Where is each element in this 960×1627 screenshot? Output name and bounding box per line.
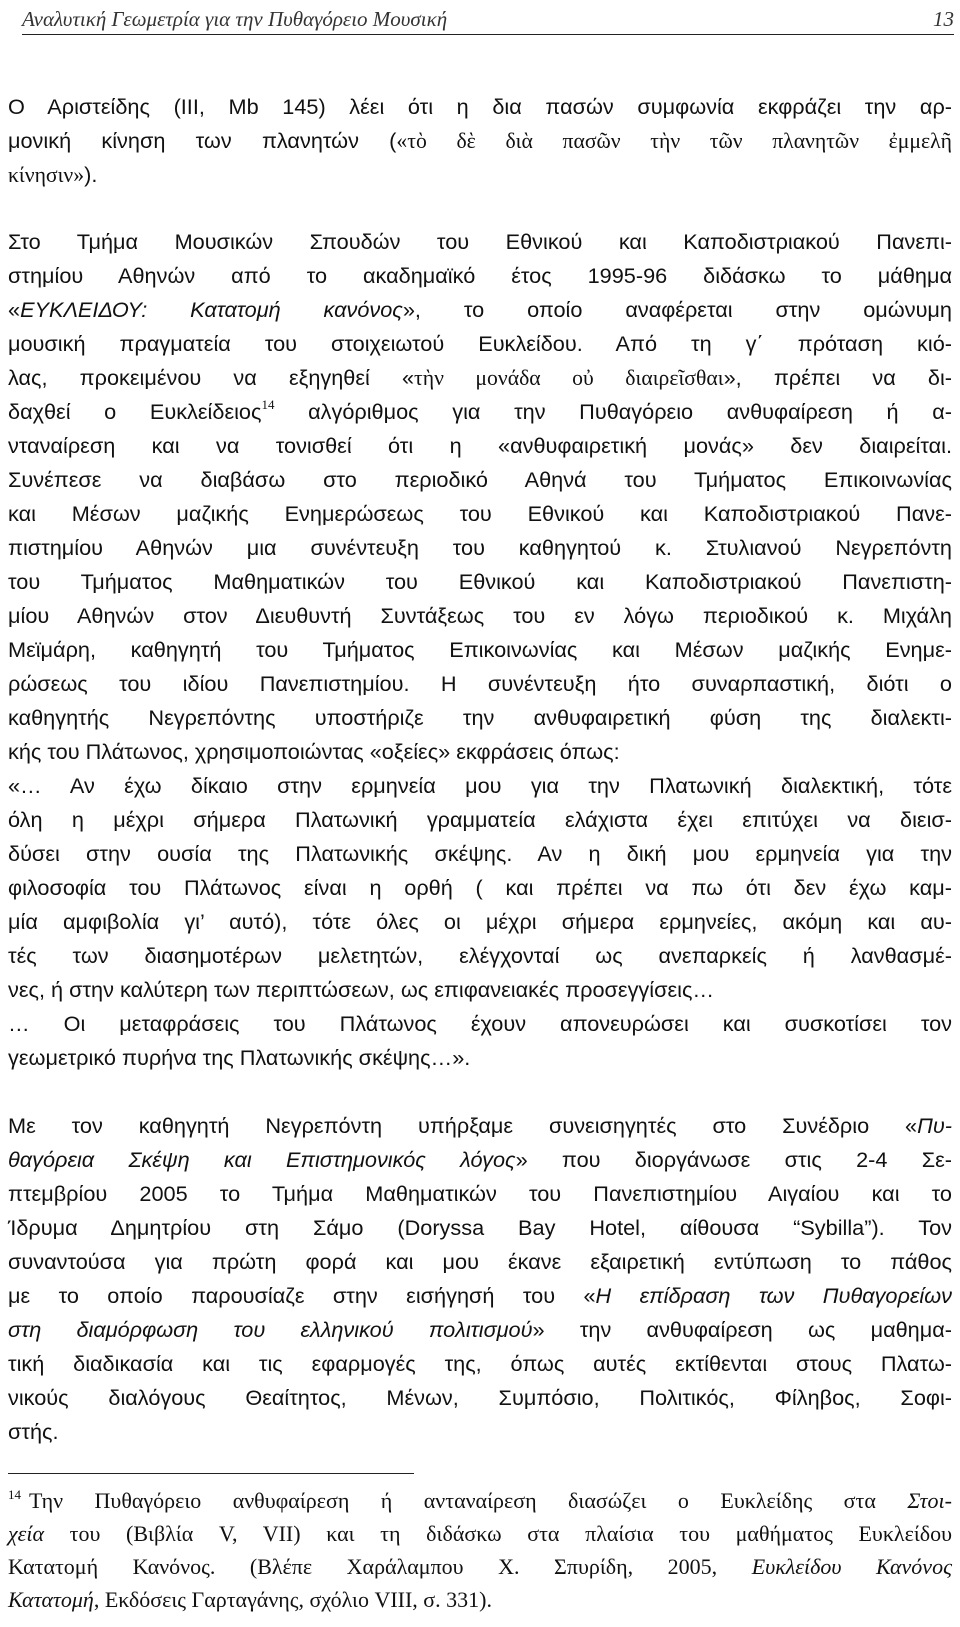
text-line: νικούς διαλόγους Θεαίτητος, Μένων, Συμπόσιο, Πολιτικός, Φίληβος, Σοφι- <box>8 1385 952 1410</box>
text-line: στής. <box>8 1419 59 1444</box>
body-text <box>8 90 952 1449</box>
text-line: γεωμετρικό πυρήνα της Πλατωνικής σκέψης…». <box>8 1045 471 1070</box>
paragraph-2 <box>8 225 952 1075</box>
text-line: μίου Αθηνών στον Διευθυντή Συντάξεως του εν λόγω περιοδικού κ. Μιχάλη <box>8 603 952 628</box>
text-line: στη διαμόρφωση του ελληνικού πολιτισμού» την ανθυφαίρεση ως μαθημα- <box>8 1317 952 1342</box>
text-line: Συνέπεσε να διαβάσω στο περιοδικό Αθηνά του Τμήματος Επικοινωνίας <box>8 467 952 492</box>
footnote-divider <box>8 1473 414 1474</box>
footnote-number: 14 <box>8 1487 21 1502</box>
conference-title: θαγόρεια Σκέψη και Επιστημονικός λόγος <box>8 1147 516 1172</box>
footnote-line: Κατατομή, Εκδόσεις Γαρταγάνης, σχόλιο VIII, σ. 331). <box>8 1587 492 1612</box>
text-line: δύσει στην ουσία της Πλατωνικής σκέψης. Αν η δική μου ερμηνεία για την <box>8 841 952 866</box>
text-line: νες, ή στην καλύτερη των περιπτώσεων, ως επιφανειακές προσεγγίσεις… <box>8 977 715 1002</box>
text-line: «… Αν έχω δίκαιο στην ερμηνεία μου για την Πλατωνική διαλεκτική, τότε <box>8 773 952 798</box>
running-header <box>22 4 954 35</box>
text-line: κής του Πλάτωνος, χρησιμοποιώντας «οξείες» εκφράσεις όπως: <box>8 739 620 764</box>
text-line: «ΕΥΚΛΕΙΔΟΥ: Κατατομή κανόνος», το οποίο αναφέρεται στην ομώνυμη <box>8 297 952 322</box>
text-line: φιλοσοφία του Πλάτωνος είναι η ορθή ( και πρέπει να πω ότι δεν έχω καμ- <box>8 875 952 900</box>
text-line: μονική κίνηση των πλανητών («τὸ δὲ διὰ πασῶν τὴν τῶν πλανητῶν ἐμμελῆ <box>8 128 952 153</box>
text-line: συναντούσα για πρώτη φορά και μου έκανε εξαιρετική εντύπωση το πάθος <box>8 1249 952 1274</box>
talk-title: στη διαμόρφωση του ελληνικού πολιτισμού <box>8 1317 533 1342</box>
text-line: όλη η μέχρι σήμερα Πλατωνική γραμματεία ελάχιστα έχει επιτύχει να διεισ- <box>8 807 952 832</box>
ancient-greek-quote: τὴν μονάδα οὐ διαιρεῖσθαι <box>414 366 724 390</box>
text-line: θαγόρεια Σκέψη και Επιστημονικός λόγος» που διοργάνωσε στις 2-4 Σε- <box>8 1147 952 1172</box>
text-line: μουσική πραγματεία του στοιχειωτού Ευκλείδου. Από τη γ΄ πρόταση κιό- <box>8 331 952 356</box>
footnote-ref[interactable]: 14 <box>261 397 275 412</box>
text-line: κίνησιν»). <box>8 162 98 187</box>
footnote-line: χεία του (Βιβλία V, VII) και τη διδάσκω στα πλαίσια του μαθήματος Ευκλείδου <box>8 1521 952 1546</box>
ancient-greek-quote: «τὸ δὲ διὰ πασῶν τὴν τῶν πλανητῶν ἐμμελῆ <box>396 129 952 153</box>
paragraph-3 <box>8 1109 952 1449</box>
talk-title: Η επίδραση των Πυθαγορείων <box>595 1283 952 1308</box>
text-line: στημίου Αθηνών από το ακαδημαϊκό έτος 1995-96 διδάσκω το μάθημα <box>8 263 952 288</box>
footnote-14 <box>8 1484 952 1616</box>
text-line: … Οι μεταφράσεις του Πλάτωνος έχουν απονευρώσει και συσκοτίσει τον <box>8 1011 952 1036</box>
text-line: Στο Τμήμα Μουσικών Σπουδών του Εθνικού και Καποδιστριακού Πανεπι- <box>8 229 952 254</box>
conference-title: Πυ- <box>917 1113 952 1138</box>
ancient-greek-quote: κίνησιν» <box>8 163 85 187</box>
text-line: Ίδρυμα Δημητρίου στη Σάμο (Doryssa Bay Hotel, αίθουσα “Sybilla”). Τον <box>8 1215 952 1240</box>
text-line: Ο Αριστείδης (ΙΙΙ, Mb 145) λέει ότι η δια πασών συμφωνία εκφράζει την αρ- <box>8 94 952 119</box>
text-line: τική διαδικασία και τις εφαρμογές της, όπως αυτές εκτίθενται στους Πλατω- <box>8 1351 952 1376</box>
text-line: Μεϊμάρη, καθηγητή του Τμήματος Επικοινωνίας και Μέσων μαζικής Ενημε- <box>8 637 952 662</box>
text-line: και Μέσων μαζικής Ενημερώσεως του Εθνικού και Καποδιστριακού Πανε- <box>8 501 952 526</box>
footnote-line: Κατατομή Κανόνος. (Βλέπε Χαράλαμπου Χ. Σπυρίδη, 2005, Ευκλείδου Κανόνος <box>8 1554 952 1579</box>
text-line: ρώσεως του ιδίου Πανεπιστημίου. Η συνέντευξη ήτο συναρπαστική, διότι ο <box>8 671 952 696</box>
text-line: καθηγητής Νεγρεπόντης υποστήριζε την ανθυφαιρετική φύση της διαλεκτι- <box>8 705 952 730</box>
text-line: μία αμφιβολία γι’ αυτό), τότε όλες οι μέχρι σήμερα ερμηνείες, ακόμη και αυ- <box>8 909 952 934</box>
text-line: λας, προκειμένου να εξηγηθεί «τὴν μονάδα οὐ διαιρεῖσθαι», πρέπει να δι- <box>8 365 952 390</box>
text-line: με το οποίο παρουσίαζε στην εισήγησή του «Η επίδραση των Πυθαγορείων <box>8 1283 952 1308</box>
text-line: πιστημίου Αθηνών μια συνέντευξη του καθηγητού κ. Στυλιανού Νεγρεπόντη <box>8 535 952 560</box>
text-line: τές των διασημοτέρων μελετητών, ελέγχονταί ως ανεπαρκείς ή λανθασμέ- <box>8 943 952 968</box>
course-title: ΕΥΚΛΕΙΔΟΥ: Κατατομή κανόνος <box>20 297 403 322</box>
text-line: Με τον καθηγητή Νεγρεπόντη υπήρξαμε συνεισηγητές στο Συνέδριο «Πυ- <box>8 1113 952 1138</box>
text-line: του Τμήματος Μαθηματικών του Εθνικού και Καποδιστριακού Πανεπιστη- <box>8 569 952 594</box>
running-title: Αναλυτική Γεωμετρία για την Πυθαγόρειο Μουσική <box>22 7 448 31</box>
text-line: πτεμβρίου 2005 το Τμήμα Μαθηματικών του Πανεπιστημίου Αιγαίου και το <box>8 1181 952 1206</box>
page-number: 13 <box>933 7 954 31</box>
text-line: δαχθεί ο Ευκλείδειος$^{14}$ αλγόριθμος για την Πυθαγόρειο ανθυφαίρεση ή α- <box>8 397 952 424</box>
text-line: νταναίρεση και να τονισθεί ότι η «ανθυφαιρετική μονάς» δεν διαιρείται. <box>8 433 952 458</box>
paragraph-1 <box>8 90 952 192</box>
footnote-line: $^{14}$ Την Πυθαγόρειο ανθυφαίρεση ή ανταναίρεση διασώζει ο Ευκλείδης στα Στοι- <box>8 1487 952 1513</box>
